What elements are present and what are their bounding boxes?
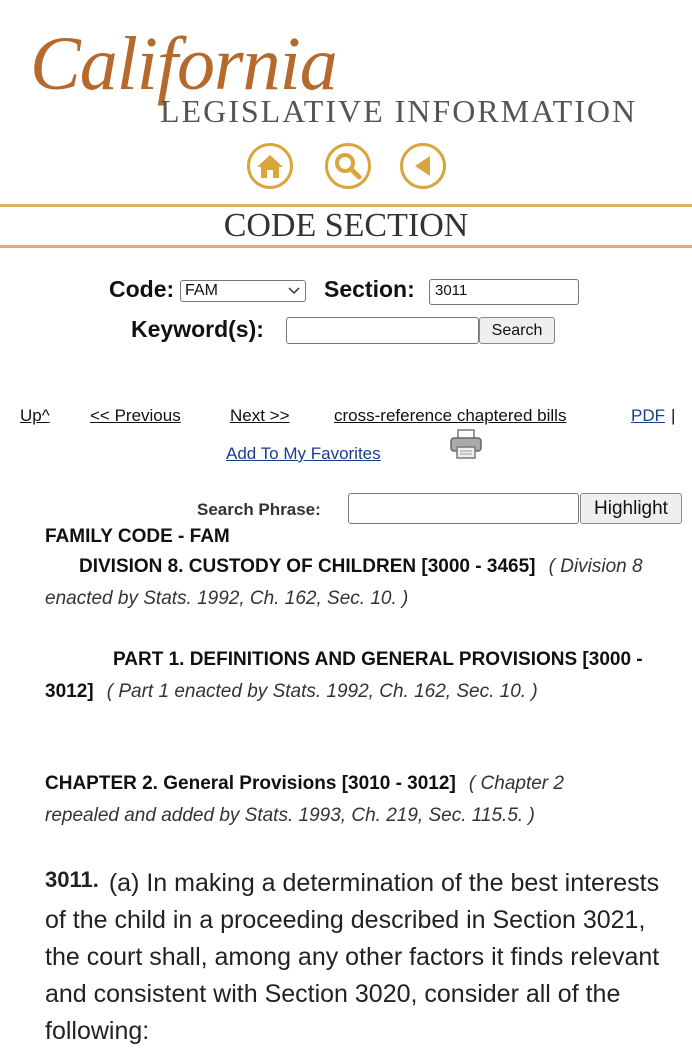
part-heading: PART 1. DEFINITIONS AND GENERAL PROVISIONS [3000 - 3012] xyxy=(45,649,643,702)
search-submit-button[interactable]: Search xyxy=(479,317,555,344)
code-select-value: FAM xyxy=(185,282,218,299)
home-button[interactable] xyxy=(247,143,293,189)
logo-subtitle: LEGISLATIVE INFORMATION xyxy=(160,93,638,129)
home-icon xyxy=(255,152,285,180)
section-number: 3011. xyxy=(45,867,99,892)
division-heading: DIVISION 8. CUSTODY OF CHILDREN [3000 - 3465] xyxy=(79,556,536,577)
section-text: (a) In making a determination of the best interests of the child in a proceeding described in Section 3021, the court shall, among any other factors it finds relevant and consistent with Section 3020, consider all of the following: xyxy=(45,869,660,1045)
page-title: CODE SECTION xyxy=(223,207,469,244)
back-icon xyxy=(410,153,436,179)
search-phrase-input[interactable] xyxy=(348,493,579,524)
section-body xyxy=(45,861,670,1050)
code-select[interactable] xyxy=(180,280,306,302)
search-button[interactable] xyxy=(325,143,371,189)
code-label: Code: xyxy=(109,276,175,302)
next-link[interactable]: Next >> xyxy=(230,406,290,425)
division-note: ( Division 8 enacted by Stats. 1992, Ch. 162, Sec. 10. ) xyxy=(45,556,643,609)
part-block xyxy=(45,643,679,707)
printer-icon xyxy=(449,428,483,460)
section-label: Section: xyxy=(324,276,415,302)
division-block xyxy=(45,550,677,614)
highlight-button[interactable]: Highlight xyxy=(580,493,682,524)
keyword-input[interactable] xyxy=(286,317,479,344)
code-heading: FAMILY CODE - FAM xyxy=(45,526,230,547)
section-input[interactable]: 3011 xyxy=(429,279,579,305)
divider-bottom xyxy=(0,245,692,248)
previous-link[interactable]: << Previous xyxy=(90,406,181,425)
search-phrase-label: Search Phrase: xyxy=(197,500,321,519)
chapter-heading: CHAPTER 2. General Provisions [3010 - 3012] xyxy=(45,773,456,794)
keyword-label: Keyword(s): xyxy=(131,316,264,342)
part-note: ( Part 1 enacted by Stats. 1992, Ch. 162, Sec. 10. ) xyxy=(106,681,538,702)
chapter-note: ( Chapter 2 repealed and added by Stats. 1993, Ch. 219, Sec. 115.5. ) xyxy=(45,773,564,826)
up-link[interactable]: Up^ xyxy=(20,406,50,425)
back-button[interactable] xyxy=(400,143,446,189)
chevron-down-icon xyxy=(288,287,300,295)
pdf-link[interactable]: PDF xyxy=(631,406,665,425)
chapter-block xyxy=(45,767,635,831)
print-button[interactable] xyxy=(449,428,483,465)
add-favorites-link[interactable]: Add To My Favorites xyxy=(226,444,381,463)
link-separator: | xyxy=(671,406,676,425)
search-icon xyxy=(333,151,363,181)
logo-script: California xyxy=(30,22,337,106)
cross-reference-link[interactable]: cross-reference chaptered bills xyxy=(334,406,567,425)
